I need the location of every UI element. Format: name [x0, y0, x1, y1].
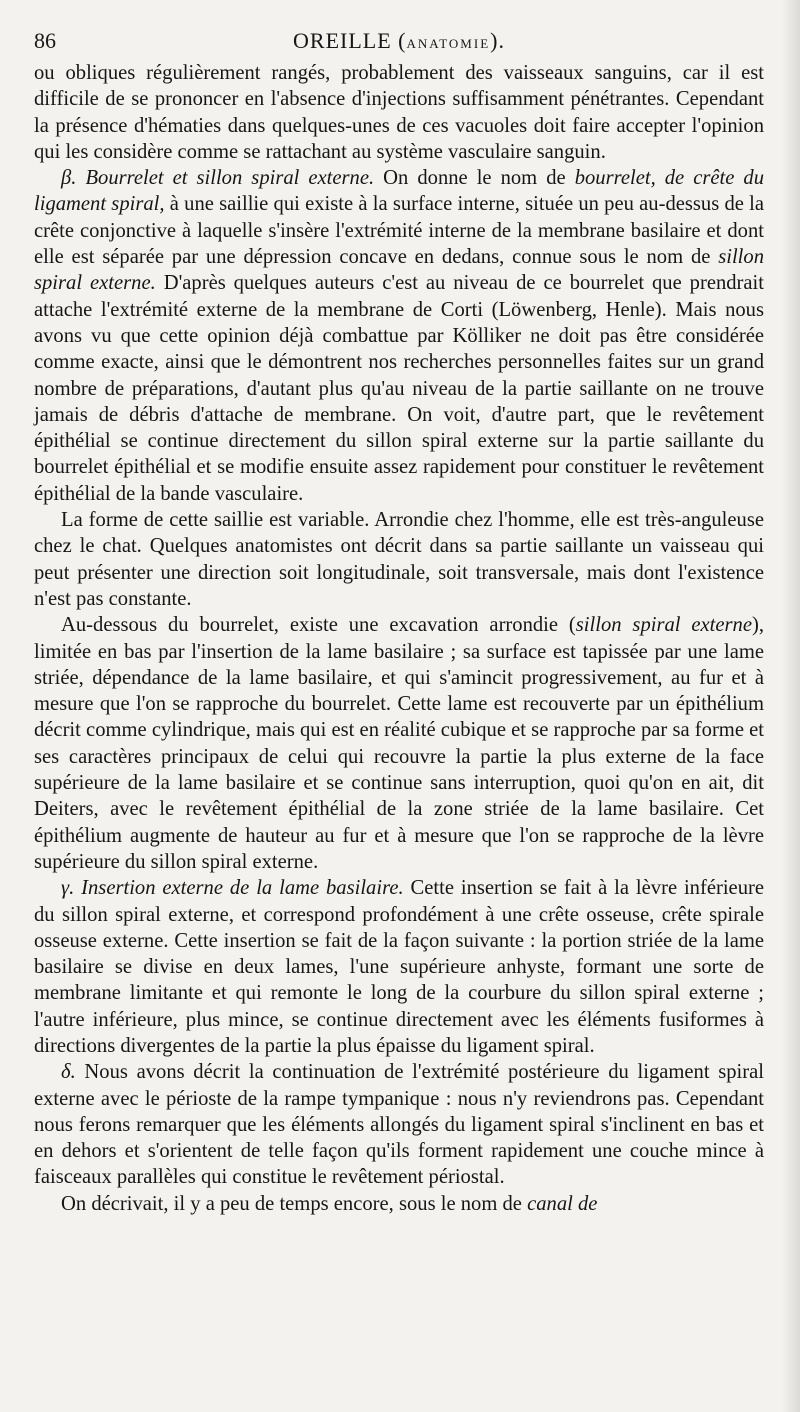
section-letter-gamma: γ. [61, 877, 75, 900]
paragraph-5 [34, 875, 764, 1059]
paragraph-2-italic-a: bourrelet, de crête du ligament spiral, [34, 167, 764, 216]
paragraph-2-text-a: On donne le nom de [374, 167, 575, 190]
page-header [34, 20, 764, 60]
paragraph-2-text-b: à une saillie qui existe à la surface interne, située un peu au-dessus de la crête conjonctive à laquelle s'insère l'extrémité interne de la membrane basilaire et dont elle est séparée par une dépression concave en dedans, connue sous le nom de [34, 193, 764, 269]
running-title-main: OREILLE ( [293, 28, 407, 53]
running-title-smallcaps: ANATOMIE [406, 36, 491, 51]
paragraph-5-text: Cette insertion se fait à la lèvre inférieure du sillon spiral externe, et correspond profondément à une crête osseuse, crête spirale osseuse externe. Cette insertion se fait de la façon suivante : la portion striée de la lame basilaire se divise en deux lames, l'une supérieure anhyste, formant une sorte de membrane limitante et qui remonte le long de la courbure du sillon spiral externe ; l'autre inférieure, plus mince, se continue directement avec les éléments fusiformes à directions divergentes de la partie la plus épaisse du ligament spiral. [34, 877, 764, 1057]
paragraph-4-text-a: Au-dessous du bourrelet, existe une excavation arrondie ( [61, 614, 576, 637]
paragraph-6-text: Nous avons décrit la continuation de l'extrémité postérieure du ligament spiral externe avec le périoste de la rampe tympanique : nous n'y reviendrons pas. Cependant nous ferons remarquer que les éléments allongés du ligament spiral s'inclinent en bas et en dehors et s'orientent de telle façon qu'ils forment rapidement une couche mince à faisceaux parallèles qui constitue le revêtement périostal. [34, 1061, 764, 1189]
paragraph-1: ou obliques régulièrement rangés, probablement des vaisseaux sanguins, car il est difficile de se prononcer en l'absence d'injections suffisamment pénétrantes. Cependant la présence d'hématies dans quelques-unes de ces vacuoles doit faire accepter l'opinion qui les considère comme se rattachant au système vasculaire sanguin. [34, 62, 764, 163]
paragraph-4-text-b: ), limitée en bas par l'insertion de la lame basilaire ; sa surface est tapissée par une lame striée, dépendance de la lame basilaire, et qui s'amincit progressivement, au fur et à mesure que l'on se rapproche du bourrelet. Cette lame est recouverte par un épithélium décrit comme cylindrique, mais qui est en réalité cubique et se rapproche par sa forme et ses caractères principaux de celui qui recouvre la partie la plus externe de la face supérieure de la lame basilaire et se continue sans interruption, quoi qu'on en ait, dit Deiters, avec le revêtement épithélial de la zone striée de la lame basilaire. Cet épithélium augmente de hauteur au fur et à mesure que l'on se rapproche de la lèvre supérieure du sillon spiral externe. [34, 614, 764, 873]
running-title [34, 28, 764, 54]
paragraph-7-text: On décrivait, il y a peu de temps encore, sous le nom de [61, 1192, 528, 1215]
paragraph-3: La forme de cette saillie est variable. Arrondie chez l'homme, elle est très-anguleuse chez le chat. Quelques anatomistes ont décrit dans sa partie saillante un vaisseau qui peut présenter une direction soit longitudinale, soit transversale, mais dont l'existence n'est pas constante. [34, 509, 764, 610]
paragraph-2-italic-b: sillon spiral externe. [34, 246, 764, 295]
paragraph-2-text-c: D'après quelques auteurs c'est au niveau de ce bourrelet que prendrait attache l'extrémité externe de la membrane de Corti (Löwenberg, Henle). Mais nous avons vu que cette opinion déjà combattue par Kölliker ne doit pas être considérée comme exacte, ainsi que le démontrent nos recherches personnelles faites sur un grand nombre de préparations, d'autant plus qu'au niveau de la partie saillante on ne trouve jamais de débris d'attache de membrane. On voit, d'autre part, que le revêtement épithélial se continue directement du sillon spiral externe sur la partie saillante du bourrelet épithélial et se modifie ensuite assez rapidement pour constituer le revêtement épithélial de la bande vasculaire. [34, 272, 764, 505]
paragraph-4 [34, 612, 764, 875]
section-letter-delta: δ. [61, 1061, 76, 1084]
paragraph-6 [34, 1059, 764, 1190]
page-number: 86 [34, 28, 56, 53]
body-text [34, 60, 764, 1217]
paragraph-7 [34, 1191, 764, 1217]
section-heading-beta: Bourrelet et sillon spiral externe. [85, 167, 375, 190]
section-heading-gamma: Insertion externe de la lame basilaire. [81, 877, 404, 900]
paragraph-7-italic: canal de [527, 1192, 598, 1215]
paragraph-4-italic-a: sillon spiral externe [575, 614, 752, 637]
paragraph-2 [34, 165, 764, 507]
section-letter-beta: β. [61, 167, 77, 190]
running-title-end: ). [490, 28, 505, 53]
